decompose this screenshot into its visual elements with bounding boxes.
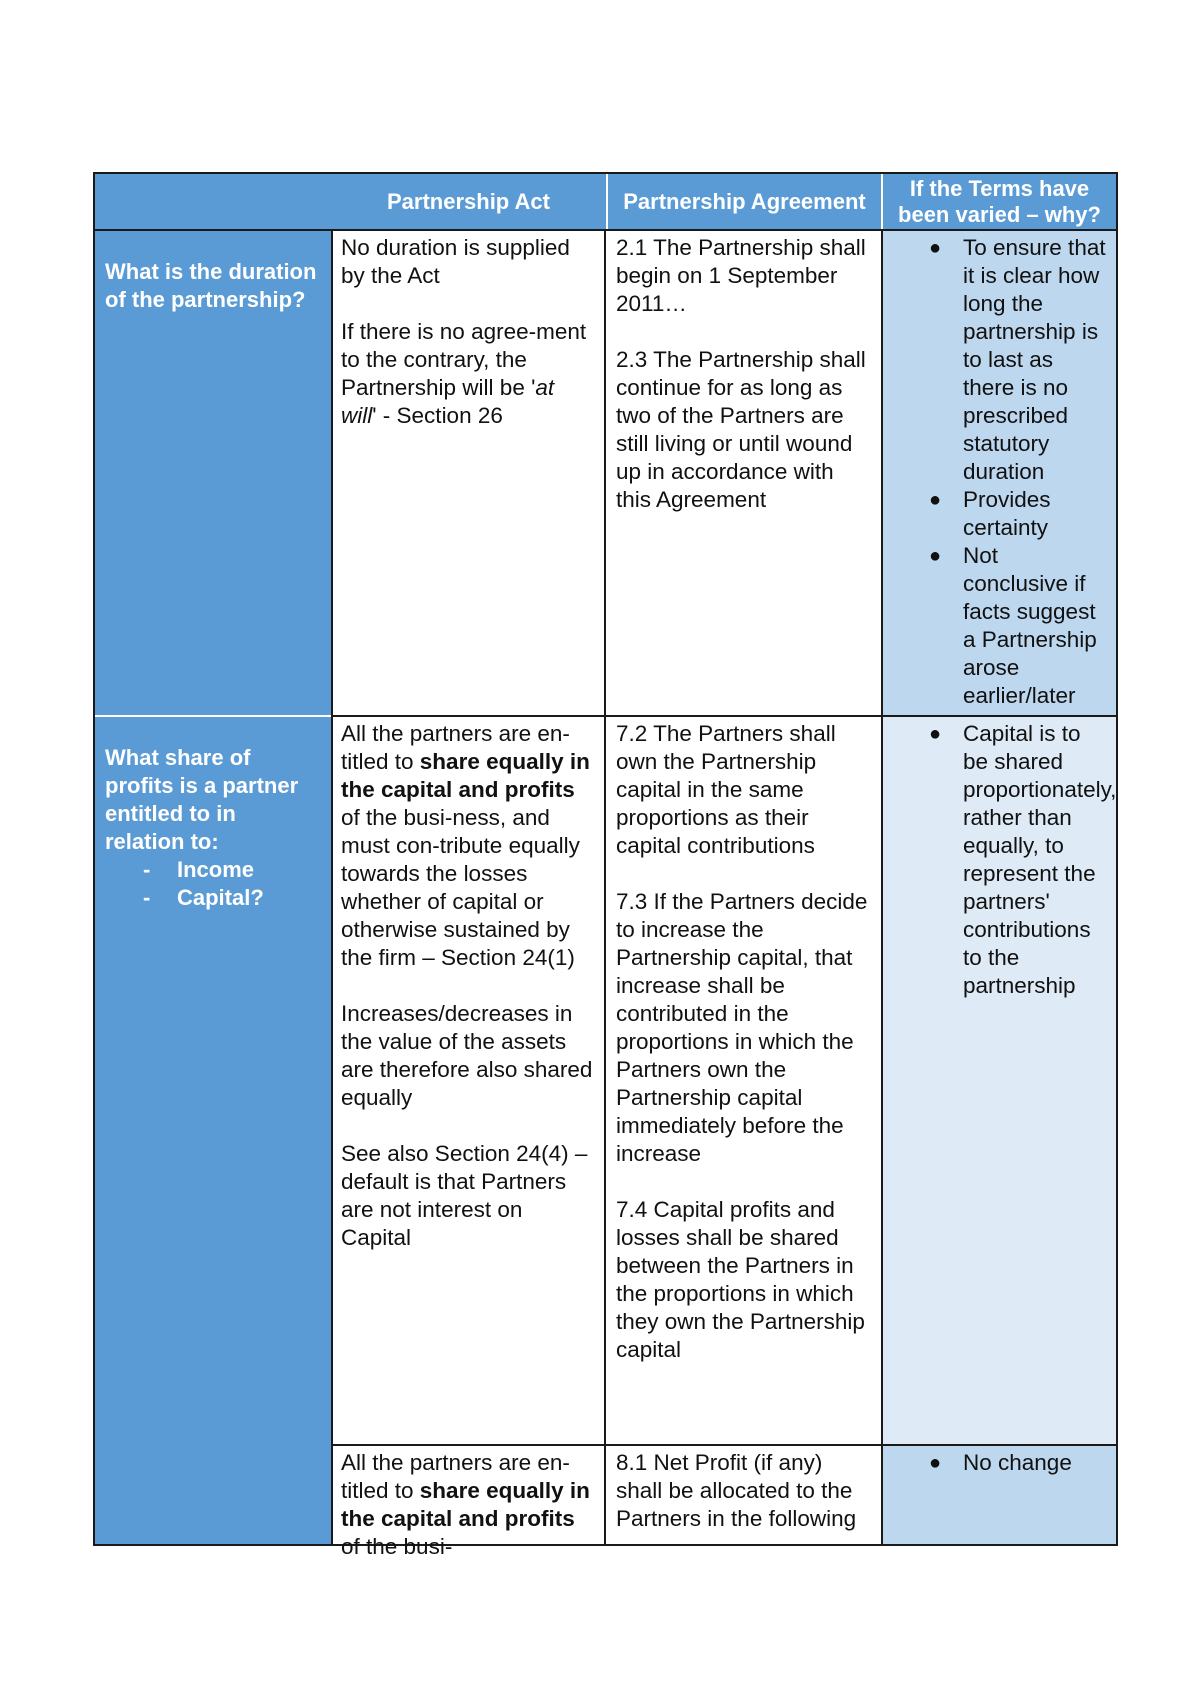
header-terms-varied: If the Terms have been varied – why? — [881, 174, 1116, 229]
header-partnership-act: Partnership Act — [386, 188, 550, 214]
list-item: - Capital? — [143, 885, 264, 910]
list-item: ● No change — [929, 1450, 1072, 1475]
agreement-cell-profit-share — [606, 718, 881, 1366]
agreement-clause-2-3: 2.3 The Partnership shall continue for as long as two of the Partners are still living or until wound up in accordance with this Agreement — [616, 347, 866, 512]
agreement-clause-7-3: 7.3 If the Partners decide to increase the Partnership capital, that increase shall be contributed in the proportions in which the Partners own the Partnership capital immediately before the increase — [616, 889, 868, 1166]
act-cell-income — [331, 1447, 604, 1559]
varied-cell-income — [883, 1447, 1116, 1479]
list-item: ● To ensure that it is clear how long the partnership is to last as there is no prescribed statutory duration — [929, 235, 1106, 484]
list-item: ● Not conclusive if facts suggest a Partnership arose earlier/later — [929, 543, 1097, 708]
varied-cell-profit-share — [883, 718, 1116, 1002]
act-duration-text-1: No duration is supplied by the Act — [341, 235, 570, 288]
row-divider-question — [95, 715, 331, 717]
list-item: ● Provides certainty — [929, 487, 1051, 540]
table-header-row — [95, 174, 1116, 231]
row-divider-1 — [331, 715, 1116, 717]
act-profit-text-3: See also Section 24(4) – default is that Partners are not interest on Capital — [341, 1141, 588, 1250]
act-profit-text-1: All the partners are en-titled to share equally in the capital and profits of the busi-ness, and must con-tribute equally towards the losses whether of capital or otherwise sustained by the firm – Section 24(1) — [341, 721, 590, 970]
question-duration: What is the duration of the partnership? — [105, 259, 317, 312]
list-item: ● Capital is to be shared proportionately, rather than equally, to represent the partners' contributions to the partnership — [929, 721, 1117, 998]
bullet-icon: ● — [929, 545, 942, 567]
agreement-clause-7-2: 7.2 The Partners shall own the Partnership capital in the same proportions as their capital contributions — [616, 721, 836, 858]
act-cell-profit-share — [331, 718, 604, 1254]
act-duration-text-2: If there is no agree-ment to the contrary, the Partnership will be 'at will' - Section 26 — [341, 319, 587, 428]
question-profit-share-items — [105, 856, 321, 912]
header-partnership-agreement: Partnership Agreement — [606, 174, 881, 229]
question-profit-share-text: What share of profits is a partner entitled to in relation to: — [105, 745, 299, 854]
question-profit-share — [95, 742, 331, 914]
partnership-comparison-table — [93, 172, 1118, 1559]
bullet-icon: ● — [929, 237, 942, 259]
bullet-icon: ● — [929, 489, 942, 511]
agreement-cell-income — [606, 1447, 881, 1544]
act-profit-text-2: Increases/decreases in the value of the assets are therefore also shared equally — [341, 1001, 593, 1110]
header-question — [95, 174, 331, 229]
varied-cell-duration — [883, 232, 1116, 712]
bullet-icon: ● — [929, 723, 942, 745]
act-cell-duration — [331, 232, 604, 432]
agreement-clause-7-4: 7.4 Capital profits and losses shall be shared between the Partners in the proportions in which they own the Partnership capital — [616, 1197, 865, 1362]
list-item: - Income — [143, 857, 255, 882]
row-divider-2 — [331, 1444, 1116, 1446]
act-income-text-1: All the partners are en-titled to share equally in the capital and profits of the busi- — [341, 1450, 590, 1559]
agreement-clause-2-1: 2.1 The Partnership shall begin on 1 September 2011… — [616, 235, 866, 316]
agreement-clause-8-1: 8.1 Net Profit (if any) shall be allocated to the Partners in the following — [616, 1450, 857, 1531]
bullet-icon: ● — [929, 1452, 942, 1474]
agreement-cell-duration — [606, 232, 881, 516]
